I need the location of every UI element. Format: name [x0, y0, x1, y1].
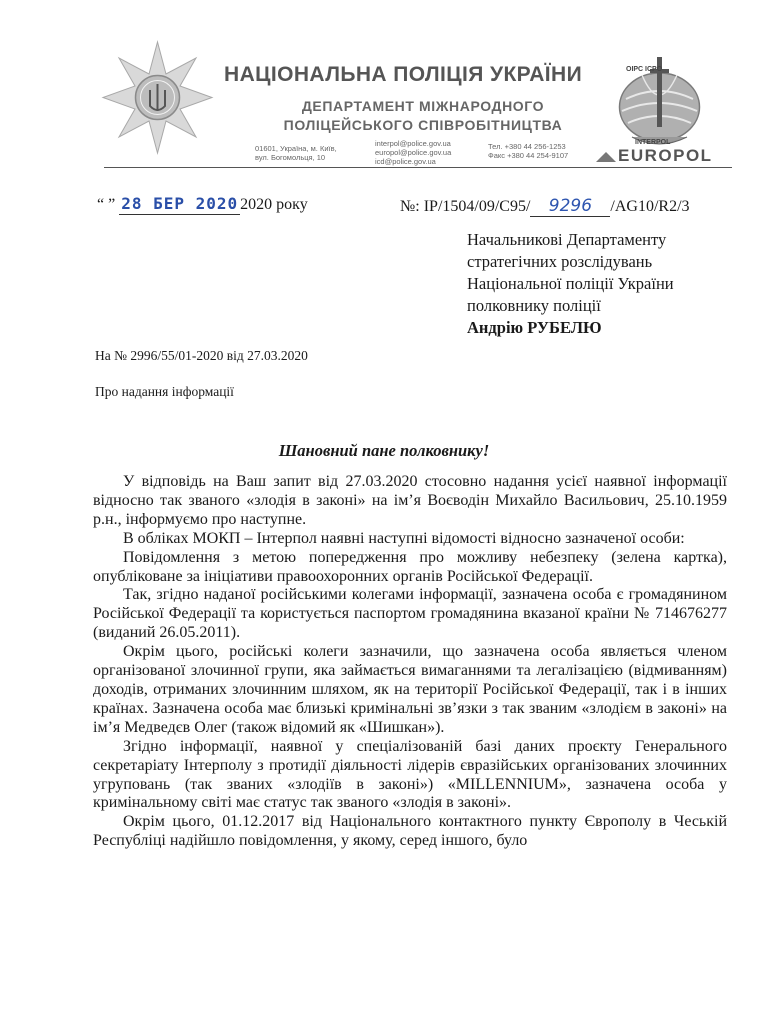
year-suffix: 2020 року: [240, 196, 308, 213]
police-star-emblem-icon: [100, 40, 215, 155]
addressee-line-3: Національної поліції України: [467, 274, 674, 293]
org-name: НАЦІОНАЛЬНА ПОЛІЦІЯ УКРАЇНИ: [224, 63, 583, 86]
quote-marks: “ ”: [97, 196, 116, 213]
reference-line: На № 2996/55/01-2020 від 27.03.2020: [95, 348, 308, 363]
ref-handwritten-field: [530, 196, 610, 217]
interpol-text-top: OIPC ICPO: [626, 66, 663, 73]
stamp-date-field: [119, 194, 240, 215]
paragraph: Згідно інформації, наявної у спеціалізованій базі даних проєкту Генерального секретаріату Інтерполу з протидії діяльності лідерів євразійських організованих злочинних угруповань (так званих «злодіїв в законі») «MILLENNIUM», зазначена особа у кримінальному світі має статус так званого «злодія в законі».: [93, 737, 727, 812]
date-line: [97, 194, 308, 215]
subject-line: Про надання інформації: [95, 384, 234, 399]
ref-handwritten: 9296: [548, 196, 593, 216]
paragraph: Окрім цього, російські колеги зазначили, що зазначена особа являється членом організованої злочинної групи, яка займається вимаганнями та легалізацією (відмиванням) доходів, отриманих злочинним шляхом, як на території Російської Федерації, так і в інших країнах. Зазначена особа має близькі кримінальні зв’язки з так званим «злодієм в законі» на ім’я Медведєв Олег (також відомий як «Шишкан»).: [93, 643, 727, 736]
ref-prefix: №: IP/1504/09/C95/: [400, 198, 531, 215]
ref-suffix: /AG10/R2/3: [610, 198, 690, 215]
paragraph: Так, згідно наданої російськими колегами інформації, зазначена особа є громадянином Російської Федерації та користується паспортом громадянина вказаної країни № 714676277 (виданий 26.05.2011).: [93, 586, 727, 642]
addressee-line-4: полковнику поліції: [467, 296, 601, 315]
header-rule: [104, 167, 732, 168]
paragraph: У відповідь на Ваш запит від 27.03.2020 стосовно надання усієї наявної інформації відносно так званого «злодія в законі» на ім’я Воєводін Михайло Васильович, 25.10.1959 р.н., інформуємо про наступне.: [93, 473, 727, 528]
letter-body: [93, 473, 727, 851]
org-emails: interpol@police.gov.ua europol@police.gov.ua icd@police.gov.ua: [375, 139, 452, 166]
department-line-2: ПОЛІЦЕЙСЬКОГО СПІВРОБІТНИЦТВА: [283, 117, 563, 133]
department-line-1: ДЕПАРТАМЕНТ МІЖНАРОДНОГО: [301, 98, 545, 114]
interpol-text-bottom: INTERPOL: [635, 139, 671, 146]
addressee-block: [467, 229, 674, 339]
paragraph: Повідомлення з метою попередження про можливу небезпеку (зелена картка), опубліковане за ініціативи правоохоронних органів Російської Федерації.: [93, 548, 727, 585]
reference-number: [400, 196, 690, 217]
org-phones: Тел. +380 44 256-1253 Факс +380 44 254-9107: [488, 142, 569, 160]
addressee-line-2: стратегічних розслідувань: [467, 252, 653, 271]
salutation: Шановний пане полковнику!: [278, 441, 490, 460]
europol-logo-icon: [595, 150, 617, 164]
stamp-date: 28 БЕР 2020: [121, 194, 239, 213]
addressee-name: Андрію РУБЕЛЮ: [467, 318, 602, 337]
addressee-line-1: Начальникові Департаменту: [467, 230, 667, 249]
paragraph: В обліках МОКП – Інтерпол наявні наступні відомості відносно зазначеної особи:: [123, 529, 685, 547]
org-address: 01601, Україна, м. Київ, вул. Богомольця, 10: [255, 144, 337, 162]
paragraph: Окрім цього, 01.12.2017 від Національного контактного пункту Європолу в Чеській Республіці надійшло повідомлення, у якому, серед іншого, було: [93, 813, 727, 850]
europol-text: EUROPOL: [618, 146, 713, 165]
